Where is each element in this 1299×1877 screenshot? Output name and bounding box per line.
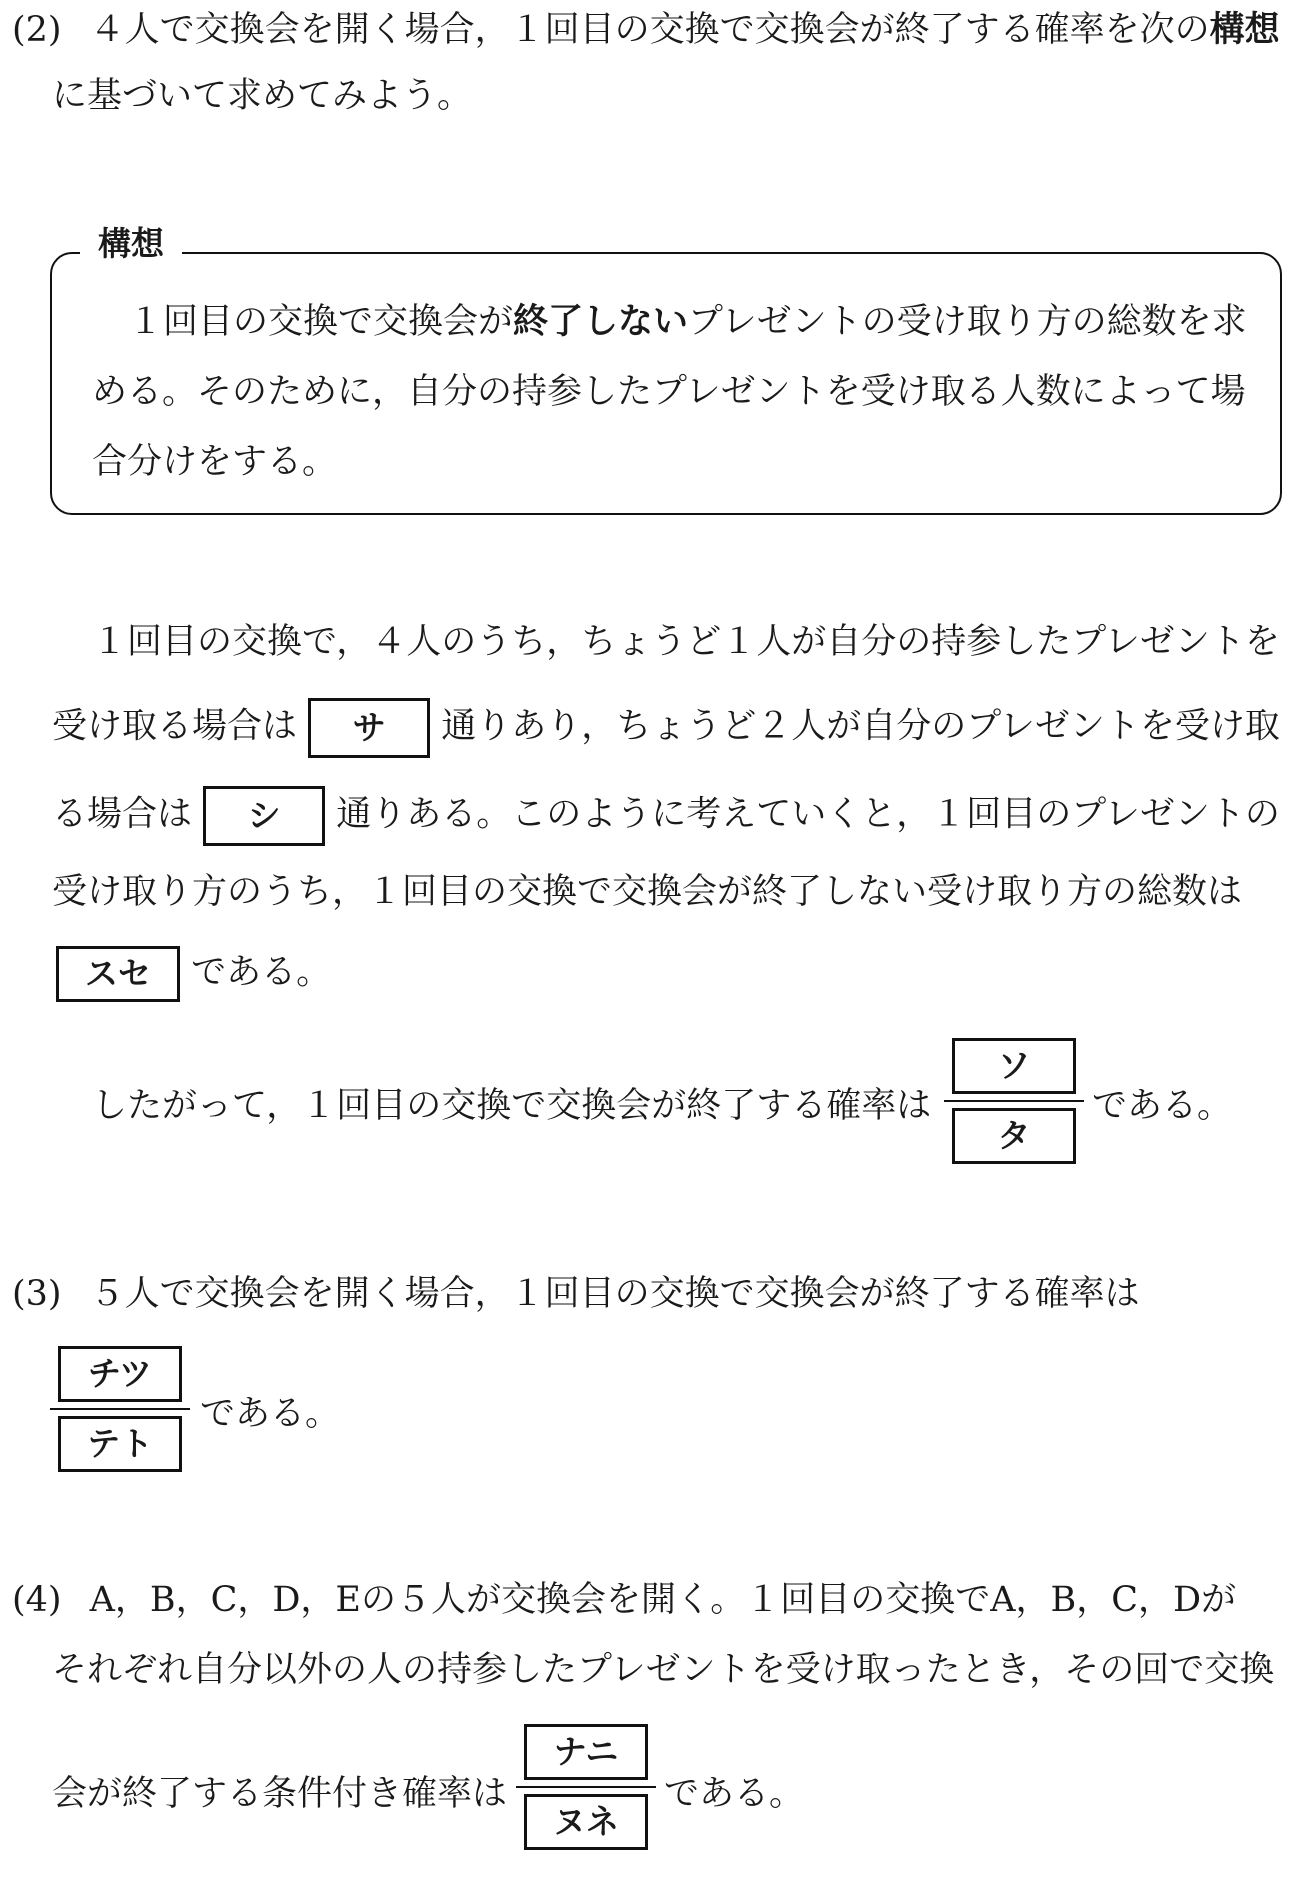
q3-tail-text: である。 xyxy=(200,1394,341,1434)
kousou-line3 xyxy=(92,440,337,484)
para1-text-line2-a: 受け取る場合は xyxy=(52,706,298,747)
para1-text-line1: １回目の交換で，４人のうち，ちょうど１人が自分の持参したプレゼントを xyxy=(92,622,1280,662)
fraction-chitsu-teto xyxy=(50,1346,190,1472)
q4-text-line2: それぞれ自分以外の人の持参したプレゼントを受け取ったとき，その回で交換 xyxy=(52,1650,1275,1690)
para1-line1 xyxy=(92,620,1280,664)
para1-text-line3-a: る場合は xyxy=(52,794,193,835)
para2-text: したがって，１回目の交換で交換会が終了する確率は xyxy=(92,1086,932,1126)
answer-box-nune[interactable]: ヌネ xyxy=(524,1794,648,1850)
q2-line2 xyxy=(52,74,472,118)
q3-tail xyxy=(200,1392,340,1436)
q4-line3 xyxy=(52,1772,507,1816)
answer-box-chitsu[interactable]: チツ xyxy=(58,1346,182,1402)
q2-line1 xyxy=(12,8,1280,52)
para1-line5 xyxy=(56,946,331,1002)
fraction-bar xyxy=(516,1786,656,1788)
kousou-text-c: プレゼントの受け取り方の総数を求 xyxy=(688,302,1247,342)
q2-keyword-kousou: 構想 xyxy=(1209,10,1280,50)
para2-tail-text: である。 xyxy=(1092,1086,1233,1126)
q4-tail-text: である。 xyxy=(664,1774,805,1814)
para1-text-line5: である。 xyxy=(191,952,332,993)
q3-text: ５人で交換会を開く場合，１回目の交換で交換会が終了する確率は xyxy=(89,1274,1140,1314)
q4-text-line3: 会が終了する条件付き確率は xyxy=(52,1774,508,1814)
answer-box-ta[interactable]: タ xyxy=(952,1108,1076,1164)
q4-line2 xyxy=(52,1648,1274,1692)
answer-box-so[interactable]: ソ xyxy=(952,1038,1076,1094)
para2-line xyxy=(92,1084,931,1128)
q4-number: (4) xyxy=(12,1580,62,1620)
answer-box-suse[interactable]: スセ xyxy=(56,946,180,1002)
kousou-text-a: １回目の交換で交換会が xyxy=(128,302,514,342)
q3-line1 xyxy=(12,1272,1140,1316)
fraction-nani-nune xyxy=(516,1724,656,1850)
q4-tail xyxy=(664,1772,804,1816)
para1-text-line2-b: 通りあり，ちょうど２人が自分のプレゼントを受け取 xyxy=(441,706,1280,747)
q4-text-line1: A，B，C，D，Eの５人が交換会を開く。１回目の交換でA，B，C，Dが xyxy=(89,1580,1237,1620)
kousou-line1 xyxy=(128,300,1247,344)
q2-number: (2) xyxy=(12,10,62,50)
para2-tail xyxy=(1092,1084,1232,1128)
fraction-so-ta xyxy=(944,1038,1084,1164)
para1-text-line3-b: 通りある。このように考えていくと，１回目のプレゼントの xyxy=(336,794,1280,835)
q2-text-a: ４人で交換会を開く場合，１回目の交換で交換会が終了する確率を次の xyxy=(89,10,1210,50)
kousou-title: 構想 xyxy=(80,222,182,266)
answer-box-teto[interactable]: テト xyxy=(58,1416,182,1472)
kousou-keyword-shuuryou-shinai: 終了しない xyxy=(513,302,689,342)
answer-box-nani[interactable]: ナニ xyxy=(524,1724,648,1780)
kousou-text-line2: める。そのために，自分の持参したプレゼントを受け取る人数によって場 xyxy=(92,372,1246,412)
kousou-line2 xyxy=(92,370,1246,414)
para1-line2 xyxy=(52,698,1280,758)
q3-number: (3) xyxy=(12,1274,62,1314)
kousou-text-line3: 合分けをする。 xyxy=(92,442,338,482)
fraction-bar xyxy=(50,1408,190,1410)
answer-box-shi[interactable]: シ xyxy=(203,786,325,846)
fraction-bar xyxy=(944,1100,1084,1102)
q2-text-line2: に基づいて求めてみよう。 xyxy=(52,76,473,116)
para1-text-line4: 受け取り方のうち，１回目の交換で交換会が終了しない受け取り方の総数は xyxy=(52,872,1243,912)
para1-line3 xyxy=(52,786,1280,846)
answer-box-sa[interactable]: サ xyxy=(308,698,430,758)
q4-line1 xyxy=(12,1578,1236,1622)
para1-line4 xyxy=(52,870,1242,914)
